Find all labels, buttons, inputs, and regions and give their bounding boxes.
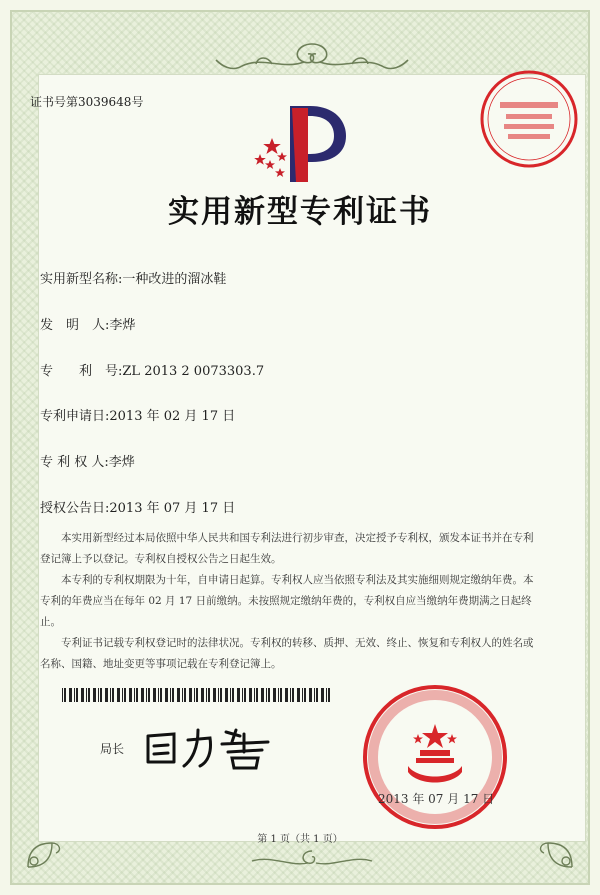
body-paragraph: 本实用新型经过本局依照中华人民共和国专利法进行初步审查，决定授予专利权，颁发本证书并在专利登记簿上予以登记。专利权自授权公告之日起生效。 bbox=[40, 532, 534, 565]
application-date-field bbox=[40, 405, 235, 424]
body-paragraph: 本专利的专利权期限为十年，自申请日起算。专利权人应当依照专利法及其实施细则规定缴纳年费。本专利的年费应当在每年 02 月 17 日前缴纳。未按照规定缴纳年费的，专利权自应当缴纳年费期满之日起终止。 bbox=[40, 574, 534, 628]
inventor-field bbox=[40, 314, 135, 333]
utility-name-field bbox=[40, 268, 226, 287]
patent-number-value: ZL 2013 2 0073303.7 bbox=[122, 364, 265, 379]
patentee-label: 专 利 权 人: bbox=[40, 455, 109, 470]
official-seal-stamp-icon bbox=[362, 684, 508, 830]
application-date-label: 专利申请日: bbox=[40, 409, 110, 424]
announcement-date-field bbox=[40, 497, 235, 516]
patent-number-label: 专 利 号: bbox=[40, 364, 123, 379]
utility-name-value: 一种改进的溜冰鞋 bbox=[122, 272, 227, 287]
bottom-ornament-icon bbox=[242, 847, 382, 869]
barcode-icon bbox=[62, 688, 332, 702]
utility-name-label: 实用新型名称: bbox=[40, 272, 123, 287]
director-label: 局长 bbox=[100, 742, 125, 756]
certificate-number: 证书号第3039648号 bbox=[30, 95, 144, 109]
page-number: 第 1 页（共 1 页） bbox=[257, 834, 343, 845]
inventor-value: 李烨 bbox=[109, 318, 136, 333]
page-title: 实用新型专利证书 bbox=[168, 194, 432, 230]
application-date-value: 2013 年 02 月 17 日 bbox=[109, 409, 236, 424]
body-paragraph: 专利证书记载专利权登记时的法律状况。专利权的转移、质押、无效、终止、恢复和专利权人的姓名或名称、国籍、地址变更等事项记载在专利登记簿上。 bbox=[40, 637, 534, 670]
certificate-body bbox=[40, 528, 540, 675]
patentee-value: 李烨 bbox=[108, 455, 135, 470]
patentee-field bbox=[40, 451, 135, 470]
patent-number-field bbox=[40, 360, 264, 379]
patent-office-emblem-icon bbox=[252, 98, 350, 190]
inventor-label: 发 明 人: bbox=[40, 318, 110, 333]
director-signature-icon bbox=[140, 722, 280, 772]
announcement-date-value: 2013 年 07 月 17 日 bbox=[109, 501, 236, 516]
stamp-date: 2013 年 07 月 17 日 bbox=[378, 792, 495, 806]
small-seal-stamp-icon bbox=[478, 68, 580, 170]
announcement-date-label: 授权公告日: bbox=[40, 501, 110, 516]
